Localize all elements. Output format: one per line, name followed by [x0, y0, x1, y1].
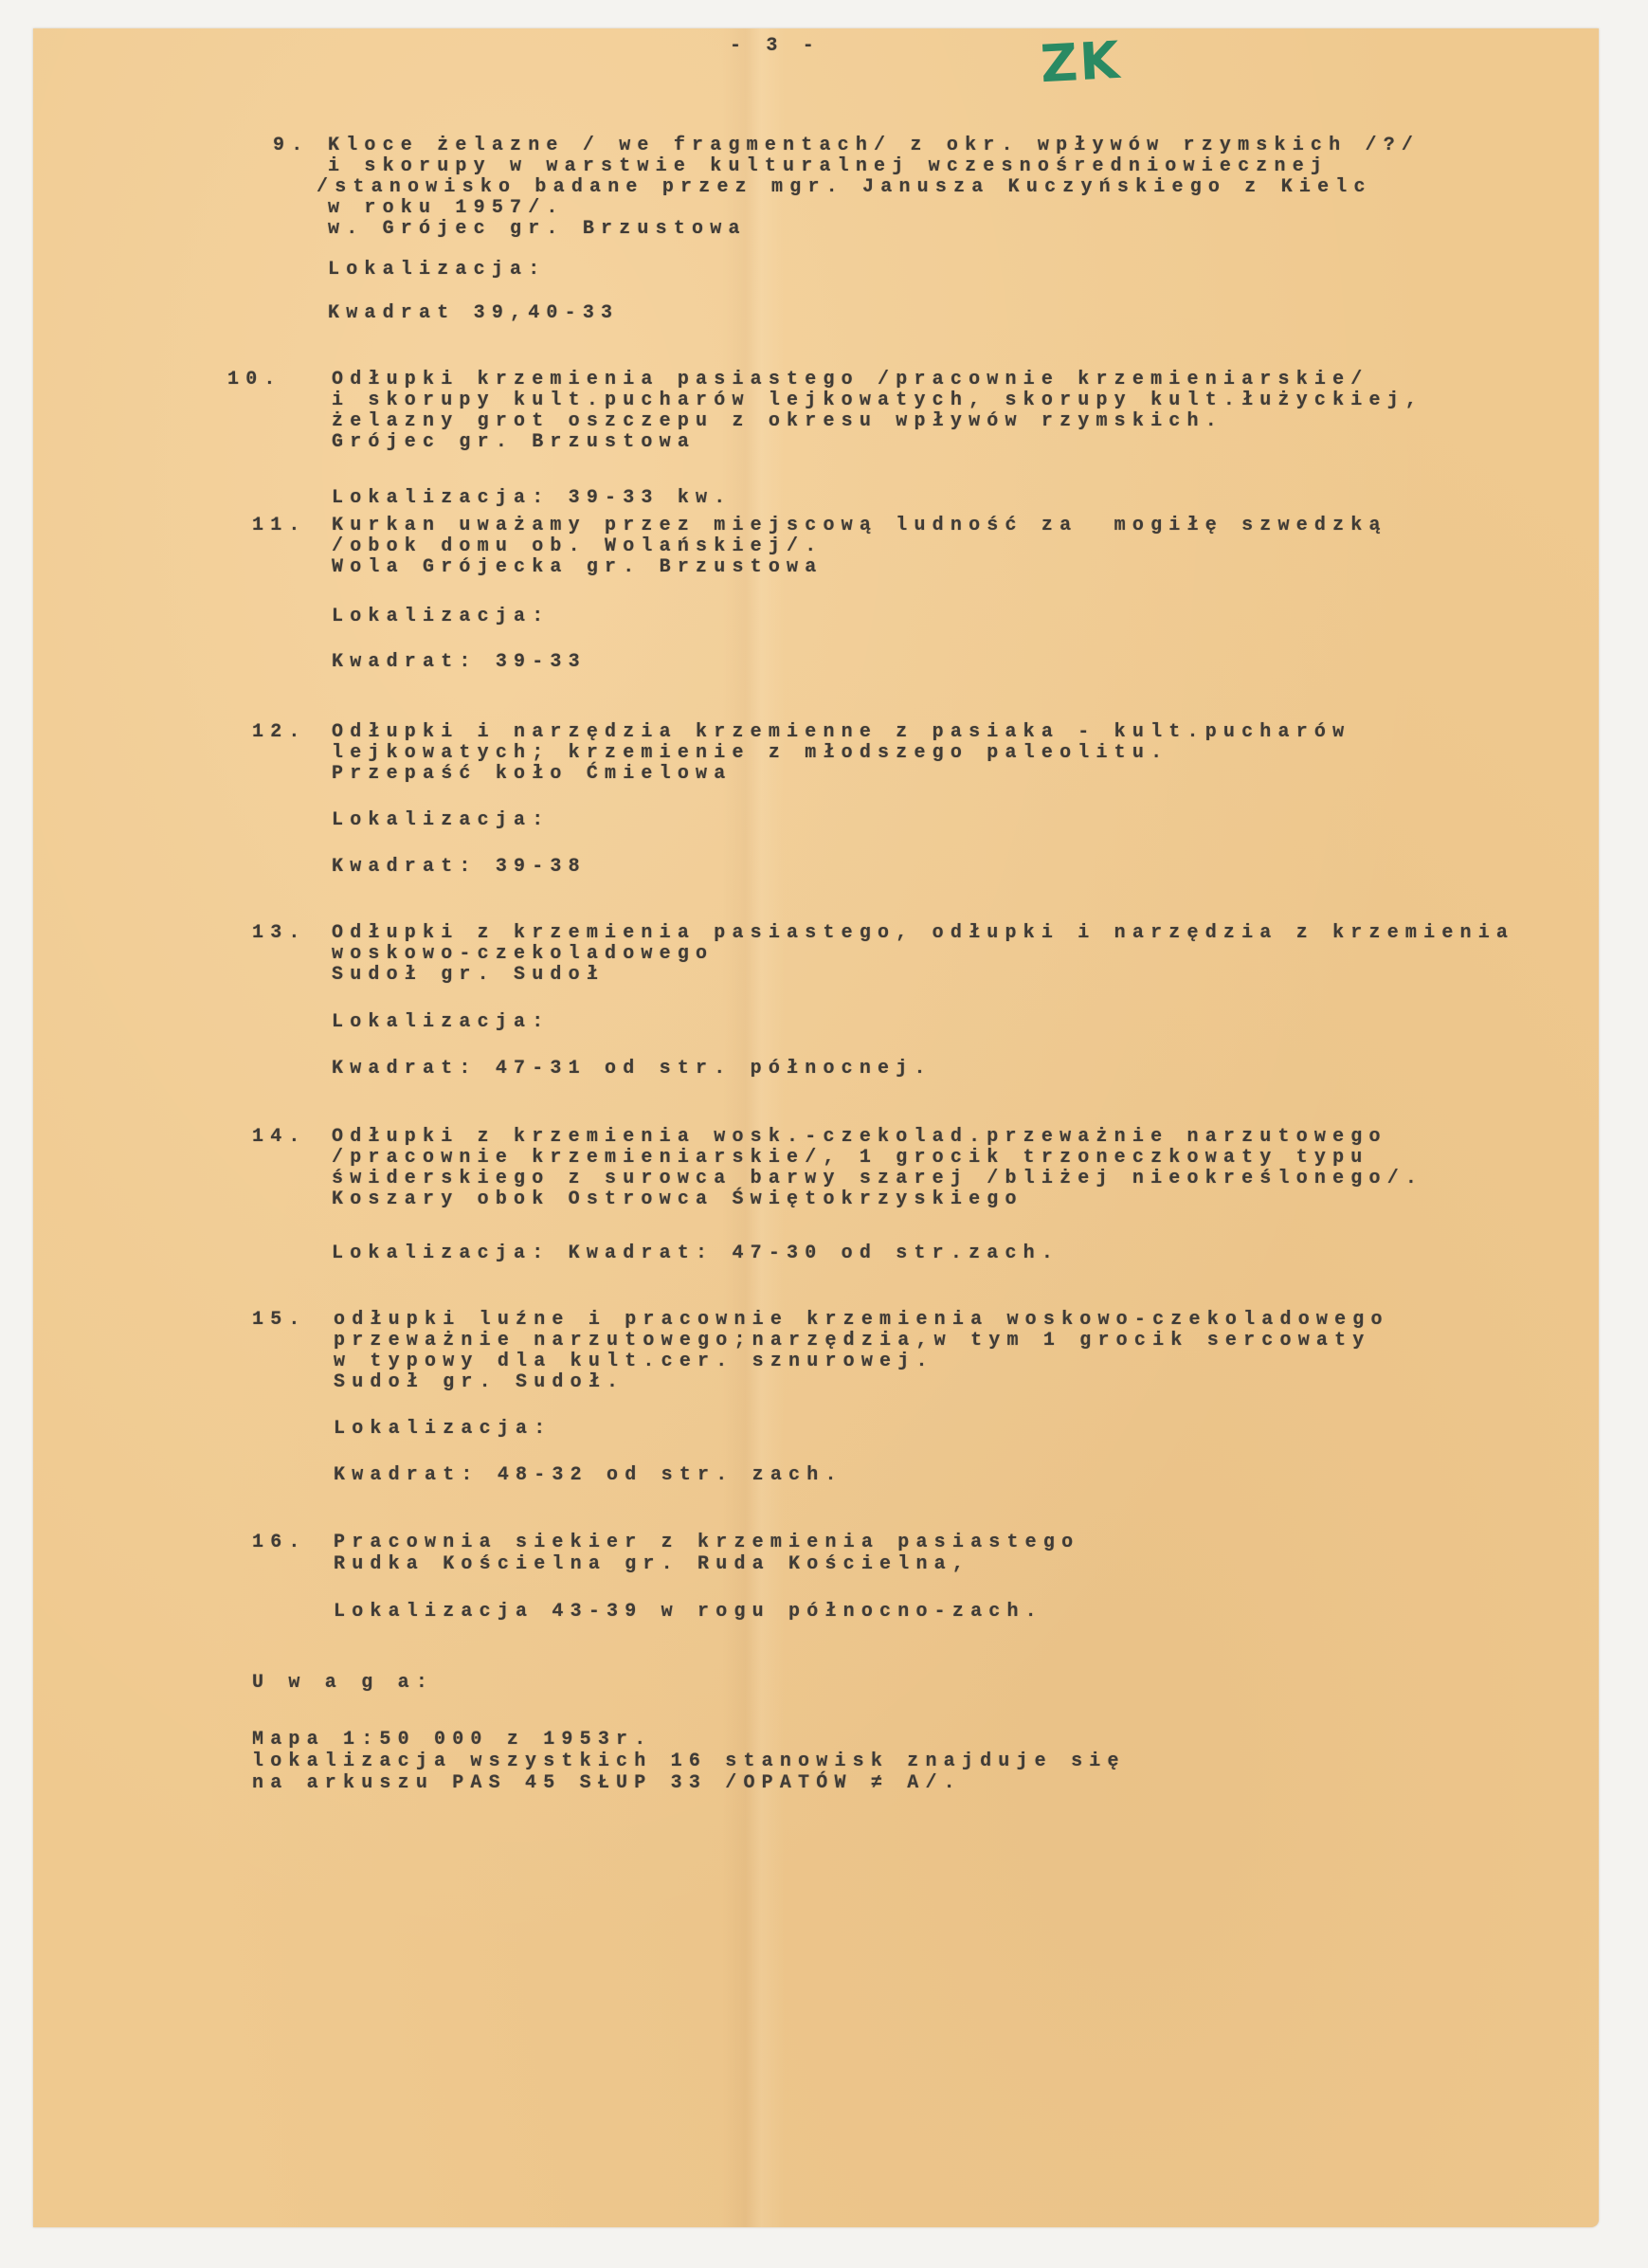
item-location-line: Lokalizacja: Kwadrat: 47-30 od str.zach.: [332, 1243, 1060, 1264]
item-description-line: Odłupki z krzemienia pasiastego, odłupki i narzędzia z krzemienia: [332, 922, 1515, 944]
item-description-line: Grójec gr. Brzustowa: [332, 431, 697, 453]
item-description-line: Koszary obok Ostrowca Świętokrzyskiego: [332, 1188, 1023, 1210]
item-location-line: Lokalizacja:: [332, 606, 551, 627]
item-location-line: Lokalizacja 43-39 w rogu północno-zach.: [334, 1601, 1043, 1623]
item-description-line: /stanowisko badane przez mgr. Janusza Kuczyńskiego z Kielc: [317, 176, 1372, 198]
item-description-line: /obok domu ob. Wolańskiej/.: [332, 535, 824, 557]
item-location-line: Kwadrat 39,40-33: [328, 302, 620, 324]
item-description-line: w roku 1957/.: [328, 197, 565, 219]
item-number: 14.: [252, 1126, 307, 1148]
item-description-line: Odłupki i narzędzia krzemienne z pasiaka - kult.pucharów: [332, 721, 1351, 743]
item-location-line: Kwadrat: 47-31 od str. północnej.: [332, 1058, 933, 1080]
item-description-line: w typowy dla kult.cer. sznurowej.: [334, 1351, 934, 1372]
page-number: - 3 -: [730, 35, 822, 57]
item-location-line: Kwadrat: 39-38: [332, 856, 587, 878]
item-number: 13.: [252, 922, 307, 944]
item-description-line: odłupki luźne i pracownie krzemienia woskowo-czekoladowego: [334, 1309, 1389, 1331]
item-location-line: Lokalizacja: 39-33 kw.: [332, 487, 733, 509]
item-description-line: żelazny grot oszczepu z okresu wpływów rzymskich.: [332, 410, 1223, 432]
item-description-line: przeważnie narzutowego;narzędzia,w tym 1 grocik sercowaty: [334, 1330, 1371, 1352]
item-description-line: Kurkan uważamy przez miejscową ludność za mogiłę szwedzką: [332, 515, 1387, 536]
item-number: 9.: [273, 135, 310, 156]
item-location-line: Lokalizacja:: [328, 259, 547, 281]
item-number: 11.: [252, 515, 307, 536]
item-description-line: i skorupy w warstwie kulturalnej wczesnośredniowiecznej: [328, 155, 1330, 177]
item-description-line: lejkowatych; krzemienie z młodszego paleolitu.: [332, 742, 1169, 764]
item-location-line: Kwadrat: 48-32 od str. zach.: [334, 1464, 843, 1486]
item-description-line: Wola Grójecka gr. Brzustowa: [332, 556, 824, 578]
note-heading: U w a g a:: [252, 1672, 435, 1694]
item-description-line: Odłupki z krzemienia wosk.-czekolad.przeważnie narzutowego: [332, 1126, 1387, 1148]
item-description-line: Odłupki krzemienia pasiastego /pracownie krzemieniarskie/: [332, 369, 1369, 390]
item-description-line: Pracownia siekier z krzemienia pasiastego: [334, 1532, 1080, 1553]
note-line: na arkuszu PAS 45 SŁUP 33 /OPATÓW ≠ A/.: [252, 1772, 962, 1794]
item-description-line: Przepaść koło Ćmielowa: [332, 763, 733, 785]
item-number: 16.: [252, 1532, 307, 1553]
item-description-line: Sudoł gr. Sudoł: [332, 964, 606, 986]
item-location-line: Lokalizacja:: [332, 809, 551, 831]
item-number: 10.: [227, 369, 282, 390]
item-description-line: w. Grójec gr. Brzustowa: [328, 218, 747, 240]
item-description-line: /pracownie krzemieniarskie/, 1 grocik trzoneczkowaty typu: [332, 1147, 1369, 1169]
item-number: 12.: [252, 721, 307, 743]
item-number: 15.: [252, 1309, 307, 1331]
item-description-line: i skorupy kult.pucharów lejkowatych, skorupy kult.łużyckiej,: [332, 390, 1424, 411]
note-line: lokalizacja wszystkich 16 stanowisk znajduje się: [252, 1751, 1126, 1772]
item-description-line: Kloce żelazne / we fragmentach/ z okr. wpływów rzymskich /?/: [328, 135, 1421, 156]
item-location-line: Lokalizacja:: [334, 1418, 552, 1440]
item-description-line: świderskiego z surowca barwy szarej /bliżej nieokreślonego/.: [332, 1168, 1424, 1189]
item-location-line: Lokalizacja:: [332, 1011, 551, 1033]
item-description-line: woskowo-czekoladowego: [332, 943, 715, 965]
item-description-line: Sudoł gr. Sudoł.: [334, 1371, 625, 1393]
handwritten-mark: ZK: [1039, 29, 1123, 95]
note-line: Mapa 1:50 000 z 1953r.: [252, 1729, 653, 1751]
item-location-line: Kwadrat: 39-33: [332, 651, 587, 673]
item-description-line: Rudka Kościelna gr. Ruda Kościelna,: [334, 1553, 971, 1575]
